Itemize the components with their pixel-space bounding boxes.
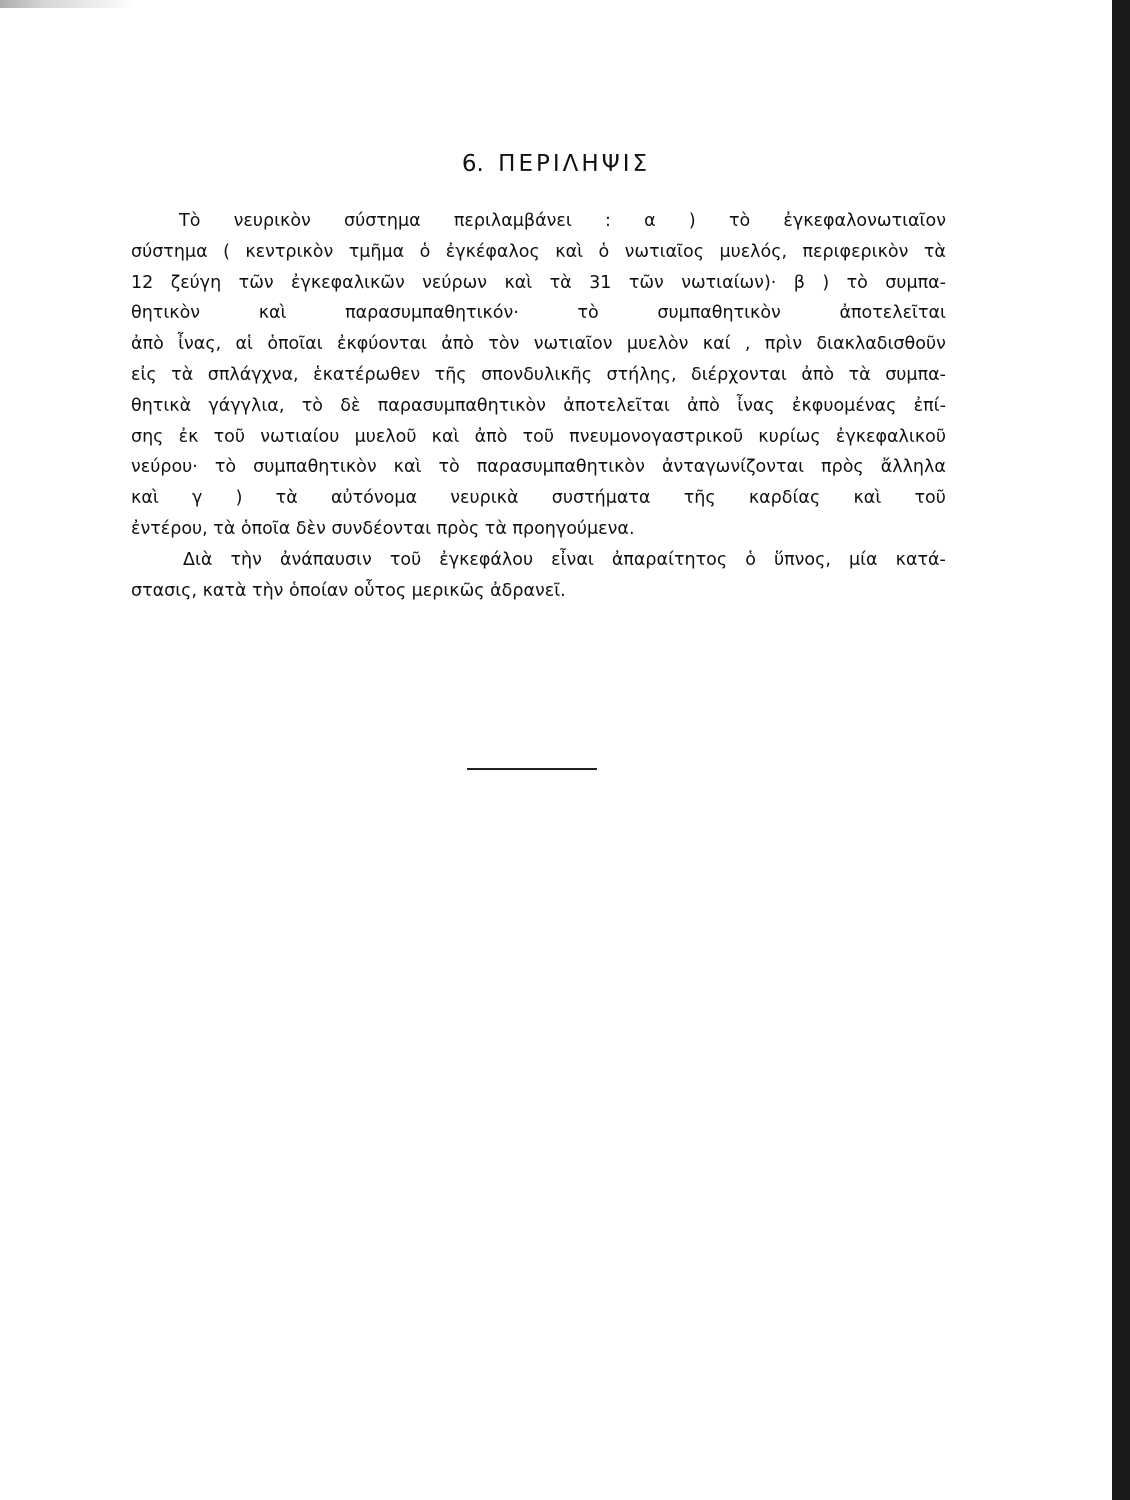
text-line: σης ἐκ τοῦ νωτιαίου μυελοῦ καὶ ἀπὸ τοῦ πνευμονογαστρικοῦ κυρίως ἐγκεφαλικοῦ bbox=[131, 426, 946, 447]
text-line: καὶ γ ) τὰ αὐτόνομα νευρικὰ συστήματα τῆς καρδίας καὶ τοῦ bbox=[131, 488, 946, 509]
paragraph-container bbox=[131, 206, 946, 606]
section-divider bbox=[467, 768, 597, 770]
text-line: στασις, κατὰ τὴν ὁποίαν οὗτος μερικῶς ἀδρανεῖ. bbox=[131, 580, 566, 601]
text-line: εἰς τὰ σπλάγχνα, ἑκατέρωθεν τῆς σπονδυλικῆς στήλης, διέρχονται ἀπὸ τὰ συμπα- bbox=[131, 364, 946, 385]
text-line: θητικὰ γάγγλια, τὸ δὲ παρασυμπαθητικὸν ἀποτελεῖται ἀπὸ ἶνας ἐκφυομένας ἐπί- bbox=[131, 395, 946, 416]
text-line: Διὰ τὴν ἀνάπαυσιν τοῦ ἐγκεφάλου εἶναι ἀπαραίτητος ὁ ὕπνος, μία κατά- bbox=[183, 549, 946, 570]
text-line: 12 ζεύγη τῶν ἐγκεφαλικῶν νεύρων καὶ τὰ 31 τῶν νωτιαίων)· β ) τὸ συμπα- bbox=[131, 272, 946, 293]
scan-edge-right bbox=[1112, 0, 1130, 1500]
text-line: ἀπὸ ἶνας, αἱ ὁποῖαι ἐκφύονται ἀπὸ τὸν νωτιαῖον μυελὸν καί , πρὶν διακλαδισθοῦν bbox=[131, 334, 946, 355]
text-line: νεύρου· τὸ συμπαθητικὸν καὶ τὸ παρασυμπαθητικὸν ἀνταγωνίζονται πρὸς ἄλληλα bbox=[131, 457, 946, 478]
text-line: ἐντέρου, τὰ ὁποῖα δὲν συνδέονται πρὸς τὰ προηγούμενα. bbox=[131, 518, 635, 539]
paragraph bbox=[131, 545, 946, 607]
section-title: ΠΕΡΙΛΗΨΙΣ bbox=[498, 151, 651, 177]
section-heading bbox=[0, 146, 1112, 182]
text-line: θητικὸν καὶ παρασυμπαθητικόν· τὸ συμπαθητικὸν ἀποτελεῖται bbox=[131, 303, 946, 324]
text-line: σύστημα ( κεντρικὸν τμῆμα ὁ ἐγκέφαλος καὶ ὁ νωτιαῖος μυελός, περιφερικὸν τὰ bbox=[131, 241, 946, 262]
section-number: 6. bbox=[461, 151, 484, 177]
body-text bbox=[131, 206, 946, 606]
scan-edge-top bbox=[0, 0, 1130, 8]
paragraph bbox=[131, 206, 946, 545]
text-line: Τὸ νευρικὸν σύστημα περιλαμβάνει : α ) τὸ ἐγκεφαλονωτιαῖον bbox=[179, 211, 946, 231]
